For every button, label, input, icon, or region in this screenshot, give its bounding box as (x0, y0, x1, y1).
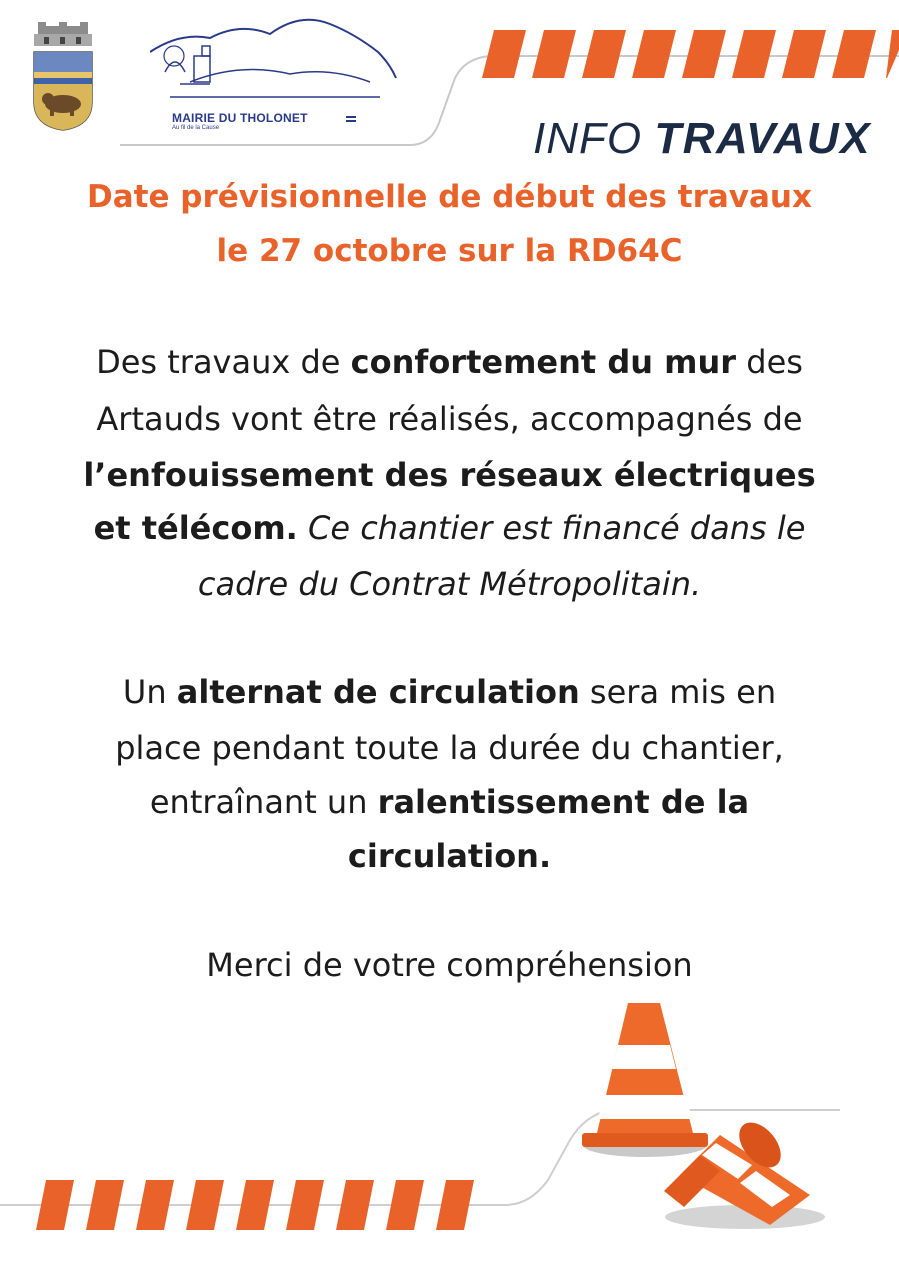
paragraph-1-line-4 (0, 500, 899, 557)
text-run: des (736, 343, 803, 381)
paragraph-1-line-2: Artauds vont être réalisés, accompagnés de (96, 400, 803, 438)
bold-run: et télécom. (93, 509, 298, 547)
paragraph-2-line-2: place pendant toute la durée du chantier, (115, 729, 784, 767)
mairie-name: MAIRIE DU THOLONET (172, 111, 308, 125)
closing-text: Merci de votre compréhension (206, 946, 693, 984)
paragraph-1-line-3 (0, 447, 899, 504)
headline-line-2: le 27 octobre sur la RD64C (216, 233, 683, 269)
headline-line-1: Date prévisionnelle de début des travaux (86, 179, 812, 215)
bold-run: alternat de circulation (176, 673, 580, 711)
bold-run: confortement du mur (350, 343, 737, 381)
bold-run: l’enfouissement des réseaux électriques (83, 456, 816, 494)
paragraph-1-line-5 (0, 556, 899, 613)
bold-run: ralentissement de la (377, 783, 750, 821)
coat-of-arms-icon (30, 22, 96, 132)
paragraph-2-line-1 (0, 664, 899, 721)
info-word: INFO (533, 114, 643, 163)
paragraph-1-line-1 (0, 334, 899, 391)
italic-run: cadre du Contrat Métropolitain. (197, 565, 702, 603)
roadwork-stripes-icon (36, 1180, 474, 1230)
travaux-word: TRAVAUX (654, 114, 871, 163)
traffic-cone-icon (582, 1003, 708, 1157)
text-run: Un (122, 673, 177, 711)
info-travaux-banner (110, 20, 899, 163)
paragraph-2-line-4 (0, 828, 899, 885)
bottom-roadwork-banner (0, 995, 899, 1272)
text-run: Des travaux de (96, 343, 351, 381)
mairie-tagline: Au fil de la Cause (172, 125, 220, 131)
italic-run: Ce chantier est financé dans le (297, 509, 806, 547)
info-travaux-title (533, 114, 871, 163)
text-run: sera mis en (579, 673, 777, 711)
bold-run: circulation. (347, 837, 552, 875)
text-run: entraînant un (149, 783, 378, 821)
paragraph-2-line-3 (0, 774, 899, 831)
